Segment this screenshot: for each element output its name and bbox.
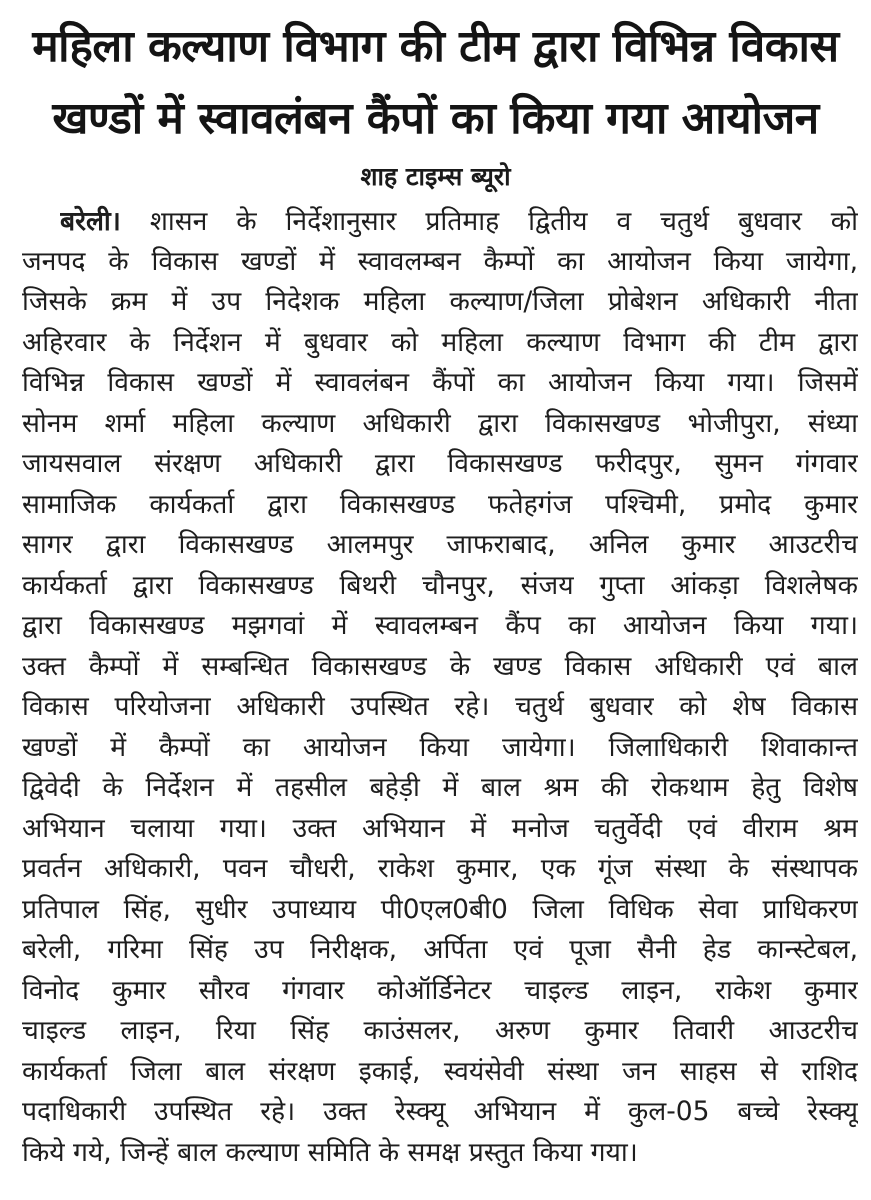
body-line: चाइल्ड लाइन, रिया सिंह काउंसलर, अरुण कुमार तिवारी आउटरीच xyxy=(22,1015,858,1046)
headline-line-2: खण्डों में स्वावलंबन कैंपों का किया गया आयोजन xyxy=(52,93,819,144)
body-line: जिसके क्रम में उप निदेशक महिला कल्याण/जिला प्रोबेशन अधिकारी नीता xyxy=(22,286,858,317)
body-line: कार्यकर्ता जिला बाल संरक्षण इकाई, स्वयंसेवी संस्था जन साहस से राशिद xyxy=(22,1056,858,1087)
body-line: सोनम शर्मा महिला कल्याण अधिकारी द्वारा विकासखण्ड भोजीपुरा, संध्या xyxy=(22,408,858,439)
body-line: प्रवर्तन अधिकारी, पवन चौधरी, राकेश कुमार, एक गूंज संस्था के संस्थापक xyxy=(22,853,858,884)
body-line: द्वारा विकासखण्ड मझगवां में स्वावलम्बन कैंप का आयोजन किया गया। xyxy=(22,610,858,641)
body-line: पदाधिकारी उपस्थित रहे। उक्त रेस्क्यू अभियान में कुल-05 बच्चे रेस्क्यू xyxy=(22,1096,858,1127)
dateline: बरेली। xyxy=(60,206,121,237)
body-line: बरेली। शासन के निर्देशानुसार प्रतिमाह द्वितीय व चतुर्थ बुधवार को xyxy=(60,206,858,237)
body-line: अभियान चलाया गया। उक्त अभियान में मनोज चतुर्वेदी एवं वीराम श्रम xyxy=(22,813,858,844)
body-line: विभिन्न विकास खण्डों में स्वावलंबन कैंपों का आयोजन किया गया। जिसमें xyxy=(22,367,858,398)
body-line: जायसवाल संरक्षण अधिकारी द्वारा विकासखण्ड फरीदपुर, सुमन गंगवार xyxy=(22,448,858,479)
body-line: सागर द्वारा विकासखण्ड आलमपुर जाफराबाद, अनिल कुमार आउटरीच xyxy=(22,529,858,560)
body-line: खण्डों में कैम्पों का आयोजन किया जायेगा। जिलाधिकारी शिवाकान्त xyxy=(22,732,858,763)
byline: शाह टाइम्स ब्यूरो xyxy=(360,162,511,191)
body-line: कार्यकर्ता द्वारा विकासखण्ड बिथरी चौनपुर, संजय गुप्ता आंकड़ा विशलेषक xyxy=(22,570,858,601)
body-line: किये गये, जिन्हें बाल कल्याण समिति के समक्ष प्रस्तुत किया गया। xyxy=(22,1137,638,1168)
body-line: अहिरवार के निर्देशन में बुधवार को महिला कल्याण विभाग की टीम द्वारा xyxy=(22,327,858,358)
body-line: विकास परियोजना अधिकारी उपस्थित रहे। चतुर्थ बुधवार को शेष विकास xyxy=(22,691,858,722)
body-line: प्रतिपाल सिंह, सुधीर उपाध्याय पी0एल0बी0 जिला विधिक सेवा प्राधिकरण xyxy=(22,894,858,925)
body-line: बरेली, गरिमा सिंह उप निरीक्षक, अर्पिता एवं पूजा सैनी हेड कान्स्टेबल, xyxy=(22,934,858,965)
body-line: विनोद कुमार सौरव गंगवार कोऑर्डिनेटर चाइल्ड लाइन, राकेश कुमार xyxy=(22,975,858,1006)
body-line: द्विवेदी के निर्देशन में तहसील बहेड़ी में बाल श्रम की रोकथाम हेतु विशेष xyxy=(22,772,858,803)
body-line: सामाजिक कार्यकर्ता द्वारा विकासखण्ड फतेहगंज पश्चिमी, प्रमोद कुमार xyxy=(22,489,858,520)
body-line: उक्त कैम्पों में सम्बन्धित विकासखण्ड के खण्ड विकास अधिकारी एवं बाल xyxy=(22,651,858,682)
body-line: जनपद के विकास खण्डों में स्वावलम्बन कैम्पों का आयोजन किया जायेगा, xyxy=(22,246,858,277)
headline-line-1: महिला कल्याण विभाग की टीम द्वारा विभिन्न विकास xyxy=(32,21,839,72)
